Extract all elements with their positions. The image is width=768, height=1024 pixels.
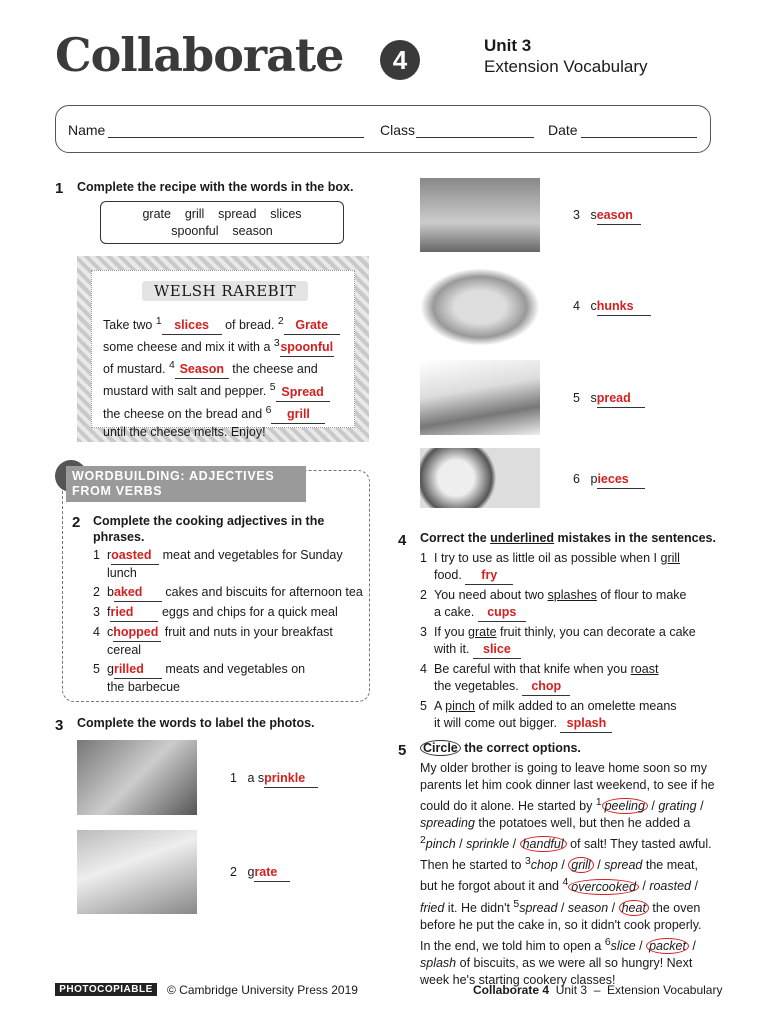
exercise-3-item-2: 2 grate [230,864,290,882]
exercise-4-item-4: 4 Be careful with that knife when you roast the vegetables. chop [420,661,720,696]
word-box-line-1: grate grill spread slices [142,207,302,221]
exercise-4-item-2: 2 You need about two splashes of flour to make a cake. cups [420,587,720,622]
class-line[interactable] [416,137,534,138]
option-3b[interactable]: grill [568,857,593,873]
exercise-4-item-3: 3 If you grate fruit thinly, you can decorate a cake with it. slice [420,624,720,659]
answer-3-6[interactable]: ieces [597,471,645,489]
answer-6[interactable]: grill [271,406,325,424]
answer-3[interactable]: spoonful [280,339,334,357]
photo-spread [420,360,540,435]
exercise-2-item-2: 2 baked cakes and biscuits for afternoon tea [93,584,368,602]
exercise-2-item-3: 3 fried eggs and chips for a quick meal [93,604,368,622]
option-5a[interactable]: spread [519,900,558,915]
recipe-text-3: some cheese and mix it with a [103,340,274,355]
recipe-text-6: mustard with salt and pepper. [103,384,270,399]
unit-subtitle: Extension Vocabulary [484,57,648,76]
answer-2[interactable]: Grate [284,317,340,335]
name-label: Name [68,122,106,138]
option-1b[interactable]: grating [658,799,697,814]
exercise-4-item-1: 1 I try to use as little oil as possible when I grill food. fry [420,550,720,585]
exercise-4-instruction: Correct the underlined mistakes in the sentences. [420,531,716,545]
answer-4-1[interactable]: fry [465,567,513,585]
class-label: Class [380,122,416,138]
option-1c[interactable]: spreading [420,816,475,831]
exercise-5-instruction: Circle the correct options. [420,741,581,755]
exercise-3-item-3: 3 season [573,207,641,225]
option-5b[interactable]: season [567,900,609,915]
date-label: Date [548,122,578,138]
option-5c[interactable]: heat [619,900,649,916]
exercise-1-number: 1 [55,180,64,197]
answer-3-3[interactable]: eason [597,207,641,225]
option-4a[interactable]: overcooked [568,879,639,895]
option-3a[interactable]: chop [530,858,558,873]
exercise-4-number: 4 [398,532,407,549]
recipe-text-7: the cheese on the bread and [103,406,266,421]
exercise-2-item-1: 1 roasted meat and vegetables for Sunday lunch [93,548,343,580]
answer-3-2[interactable]: rate [254,864,290,882]
answer-2-4[interactable]: hopped [113,624,161,642]
photo-chunks [420,268,540,346]
exercise-4-list [420,550,720,733]
recipe-card [77,256,369,442]
photo-season [420,178,540,252]
exercise-2-list [93,547,368,696]
exercise-2-instruction [93,513,324,545]
wordbuilding-banner [66,466,306,502]
option-2a[interactable]: pinch [425,837,456,852]
option-6b[interactable]: packet [646,938,689,954]
recipe-text-5: the cheese and [228,362,318,377]
option-2c[interactable]: handful [520,836,567,852]
name-line[interactable] [108,137,364,138]
exercise-3-item-5: 5 spread [573,390,645,408]
exercise-1-instruction: Complete the recipe with the words in the box. [77,180,354,194]
answer-2-1[interactable]: oasted [111,547,159,565]
recipe-text-8: until the cheese melts. Enjoy! [103,424,266,439]
photo-pieces [420,448,540,508]
answer-4-5[interactable]: splash [560,715,612,733]
footer-right: Collaborate 4 Unit 3 – Extension Vocabulary [473,983,723,997]
answer-3-5[interactable]: pread [597,390,645,408]
exercise-3-item-4: 4 chunks [573,298,651,316]
exercise-2-item-4: 4 chopped fruit and nuts in your breakfast cereal [93,625,333,657]
photo-sprinkle [77,740,197,815]
exercise-3-item-1: 1 a sprinkle [230,770,318,788]
answer-2-2[interactable]: aked [114,584,162,602]
recipe-text-4: of mustard. [103,362,169,377]
exercise-2-instruction-1: Complete the cooking adjectives in the [93,514,325,528]
option-3c[interactable]: spread [604,858,643,873]
exercise-3-item-6: 6 pieces [573,471,645,489]
copyright: © Cambridge University Press 2019 [167,983,358,997]
answer-1[interactable]: slices [162,317,222,335]
exercise-2-number: 2 [72,514,81,531]
option-6a[interactable]: slice [610,938,636,953]
recipe-text-1: Take two [103,318,156,333]
recipe-title: WELSH RAREBIT [142,281,308,301]
answer-2-5[interactable]: rilled [114,661,162,679]
answer-3-4[interactable]: hunks [597,298,651,316]
wordbuilding-title-1: WORDBUILDING: ADJECTIVES [72,469,275,483]
answer-2-3[interactable]: ried [110,604,158,622]
logo-number-badge: 4 [380,40,420,80]
answer-3-1[interactable]: prinkle [264,770,318,788]
recipe-text: Take two $^1$ slices of bread. $^2$ Grate some cheese and mix it with a $^3$spoonful of mustard. $^4$ Season the cheese and mustard with salt and pepper. $^5$ Spread the cheese on the bread and $^6$ grill until the cheese melts. Enjoy! [103,313,353,441]
exercise-2-item-5: 5 grilled meats and vegetables on the barbecue [93,662,306,694]
logo: Collaborate [55,28,344,82]
answer-4-2[interactable]: cups [478,604,526,622]
exercise-5-story: My older brother is going to leave home soon so my parents let him cook dinner last weekend, to see if he could do it alone. He started by $^1$ peeling / grating / spreading the potatoes well, but then he added a $^2$pinch / sprinkle / handful of salt! They tasted awful. Then he started to $^3$chop / grill / spread the meat, but he forgot about it and $^4$ overcooked / roasted / fried it. He didn't $^5$spread / season / heat the oven before he put the cake in, so it didn't cook properly. In the end, we told him to open a $^6$slice / packet / splash of biscuits, as we were all so hungry! Next week he's starting cookery classes! [420,761,715,987]
answer-4[interactable]: Season [175,361,229,379]
option-1a[interactable]: peeling [602,798,648,814]
exercise-3-number: 3 [55,717,64,734]
student-info-box [55,105,711,153]
photocopiable-badge: PHOTOCOPIABLE [55,983,157,996]
exercise-3-instruction: Complete the words to label the photos. [77,716,315,730]
option-6c[interactable]: splash [420,955,457,970]
date-line[interactable] [581,137,697,138]
recipe-text-2: of bread. [221,318,278,333]
unit-title: Unit 3 [484,36,532,55]
exercise-4-item-5: 5 A pinch of milk added to an omelette means it will come out bigger. splash [420,698,720,733]
option-4c[interactable]: fried [420,900,445,915]
answer-4-3[interactable]: slice [473,641,521,659]
wordbuilding-title-2: FROM VERBS [72,484,163,498]
answer-5[interactable]: Spread [276,384,330,402]
exercise-5-number: 5 [398,742,407,759]
option-4b[interactable]: roasted [649,879,692,894]
answer-4-4[interactable]: chop [522,678,570,696]
word-box [100,201,344,244]
word-box-line-2: spoonful season [171,224,273,238]
photo-grate [77,830,197,914]
exercise-2-instruction-2: phrases. [93,530,145,544]
option-2b[interactable]: sprinkle [466,837,510,852]
